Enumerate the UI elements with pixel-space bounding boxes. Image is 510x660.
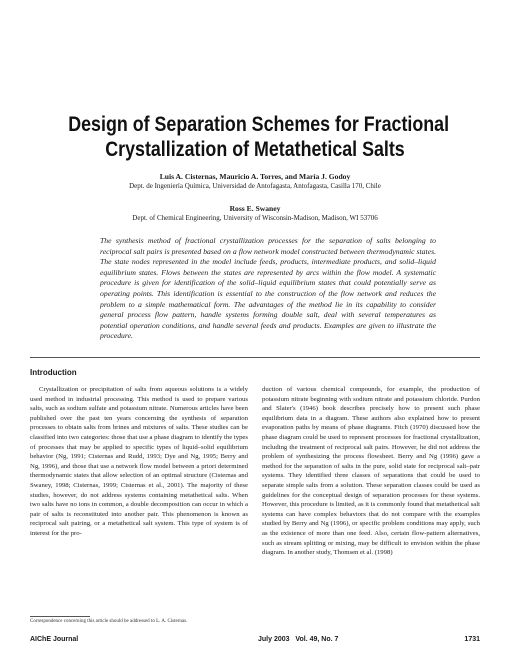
- page-number: 1731: [464, 636, 480, 643]
- title-line-1: Design of Separation Schemes for Fractional: [68, 112, 450, 136]
- section-heading: Introduction: [30, 368, 77, 377]
- correspondence-footnote: Correspondence concerning this article should be addressed to L. A. Cisternas.: [30, 619, 188, 624]
- abstract: The synthesis method of fractional crystallization processes for the separation of salts belonging to reciprocal salt pairs is presented based on a flow network model constructed between thermodynamic states. The state nodes represented in the model include feeds, products, intermediate products, and solid–liquid equilibrium states. Flows between the states are represented by arcs within the flow model. A systematic procedure is given for identification of the solid–liquid equilibrium states that could potentially serve as operating points. This identification is essential to the construction of the flow network and reduces the problem to a simple mathematical form. The advantages of the method lie in its capability to consider general process flow pattern, handle systems forming double salt, deal with several temperatures as potential operation conditions, and handle several feeds and products. Examples are given to illustrate the procedure.: [100, 236, 436, 341]
- body-right-column: duction of various chemical compounds, for example, the production of potassium nitrate beginning with sodium nitrate and potassium chloride. Purdon and Slater's (1946) book describes precisely how to present such phase equilibrium data in a diagram. These authors also explained how to present evaporation paths by means of phase diagrams. Fitch (1970) discussed how the phase diagram could be used to represent processes for fractional crystallization, including the treatment of reciprocal salt pairs. However, he did not address the problem of synthesizing the process flowsheet. Berry and Ng (1996) gave a method for the separation of salts in the pure, solid state for reciprocal salt–pair systems. They identified three classes of separations that could be used to separate simple salts from a solution. These separation classes could be used as guidelines for the conceptual design of separation processes for these systems. However, this procedure is limited, as it is commonly found that metathetical salt systems can have complex behaviors that do not compare with the examples studied by Berry and Ng (1996), or specific problem conditions may apply, such as the existence of more than one feed. Also, certain flow-pattern alternatives, such as stream splitting or mixing, may be difficult to envision within the phase diagram. In another study, Thomsen et al. (1998): [262, 386, 480, 557]
- journal-name: AIChE Journal: [30, 636, 79, 643]
- section-divider: [30, 357, 480, 358]
- article-title: [68, 112, 450, 162]
- issue-info: July 2003 Vol. 49, No. 7: [258, 636, 339, 643]
- author-affiliation-2: Dept. of Chemical Engineering, University of Wisconsin-Madison, Madison, WI 53706: [132, 214, 378, 222]
- author-affiliation-1: Dept. de Ingeniería Química, Universidad de Antofagasta, Antofagasta, Casilla 170, Chile: [129, 182, 381, 190]
- footnote-divider: [30, 616, 90, 617]
- body-left-column: Crystallization or precipitation of salts from aqueous solutions is a widely used method in industrial processing. This method is used to prepare various salts, such as sodium sulfate and potassium nitrate. Numerous articles have been published over the past ten years concerning the synthesis of separation processes to obtain salts from brines and mixtures of salts. These studies can be classified into two categories: those that use a phase diagram to identify the types of processes that may be applied to specific types of liquid–solid equilibrium behavior (Ng, 1991; Cisternas and Rudd, 1993; Dye and Ng, 1995; Berry and Ng, 1996), and those that use a network flow model between a priori determined thermodynamic states that allow selection of an optimal structure (Cisternas and Swaney, 1998; Cisternas, 1999; Cisternas et al., 2001). The majority of these studies, however, do not address systems containing metathetical salts. When two salts have no ions in common, a double decomposition can occur in which a pair of salts is reconstituted into another pair. This phenomenon is known as reciprocal salt pairing, or a metathetical salt system. This type of system is of interest for the pro-: [30, 386, 248, 537]
- author-names-1: Luis A. Cisternas, Mauricio A. Torres, and María J. Godoy: [159, 172, 351, 181]
- title-line-2: Crystallization of Metathetical Salts: [105, 137, 405, 161]
- author-names-2: Ross E. Swaney: [229, 204, 281, 213]
